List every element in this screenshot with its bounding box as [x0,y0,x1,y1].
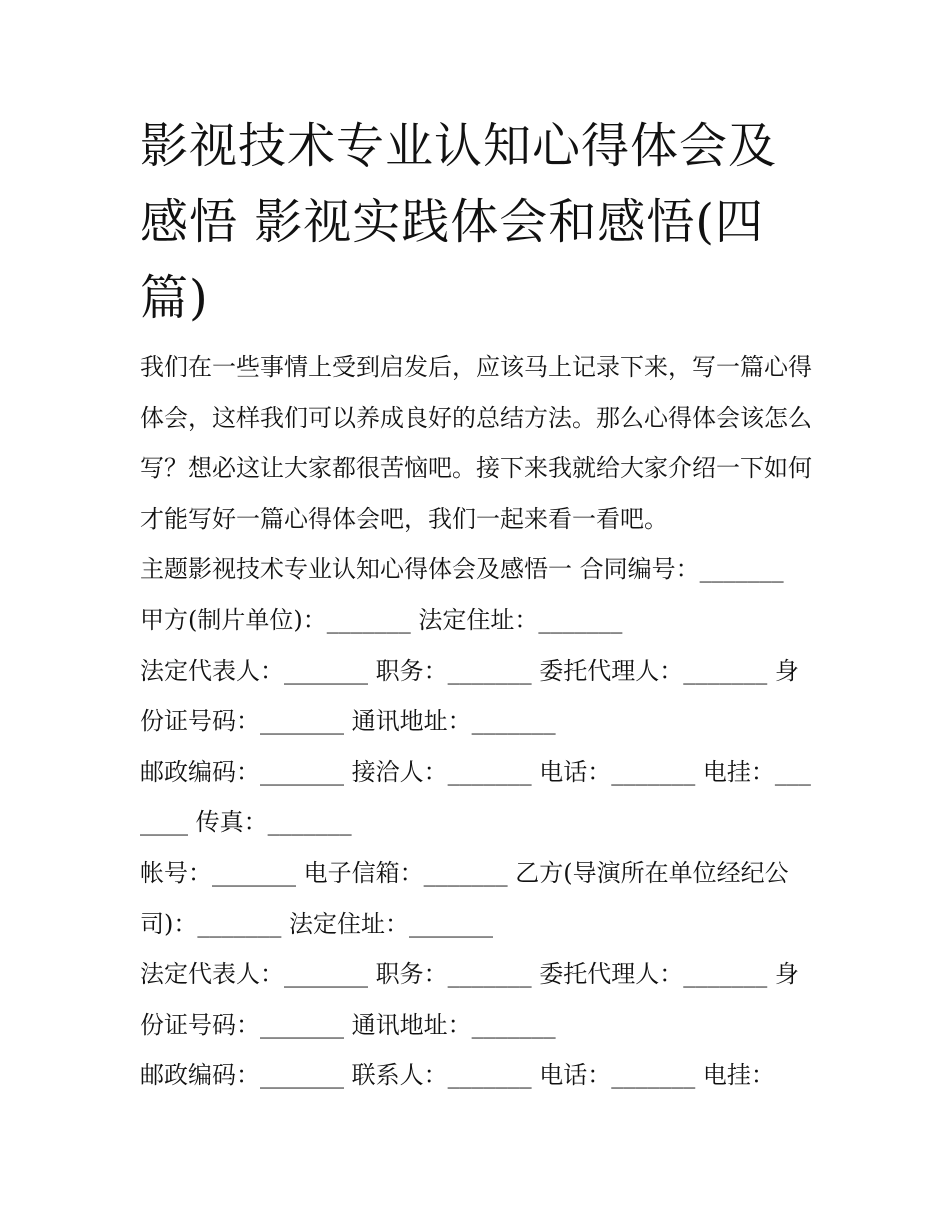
paragraph-party-b-contact: 邮政编码：_______ 联系人：_______ 电话：_______ 电挂： [140,1061,775,1090]
paragraph-contract-number: 主题影视技术专业认知心得体会及感悟一 合同编号：_______ [140,555,784,584]
document-page [140,108,820,1101]
paragraph-party-b: 帐号：_______ 电子信箱：_______ 乙方(导演所在单位经纪公司)：_______ 法定住址：_______ [140,858,789,938]
paragraph-party-a-representative: 法定代表人：_______ 职务：_______ 委托代理人：_______ 身份证号码：_______ 通讯地址：_______ [140,656,799,736]
document-title: 影视技术专业认知心得体会及感悟 影视实践体会和感悟(四篇) [140,118,778,326]
paragraph-party-a: 甲方(制片单位)：_______ 法定住址：_______ [140,605,623,634]
paragraph-intro: 我们在一些事情上受到启发后，应该马上记录下来，写一篇心得体会，这样我们可以养成良好的总结方法。那么心得体会该怎么写？想必这让大家都很苦恼吧。接下来我就给大家介绍一下如何才能写好一篇心得体会吧，我们一起来看一看吧。 [140,353,812,533]
paragraph-party-a-contact: 邮政编码：_______ 接洽人：_______ 电话：_______ 电挂：_______ 传真：_______ [140,757,811,837]
paragraph-party-b-representative: 法定代表人：_______ 职务：_______ 委托代理人：_______ 身份证号码：_______ 通讯地址：_______ [140,960,799,1039]
